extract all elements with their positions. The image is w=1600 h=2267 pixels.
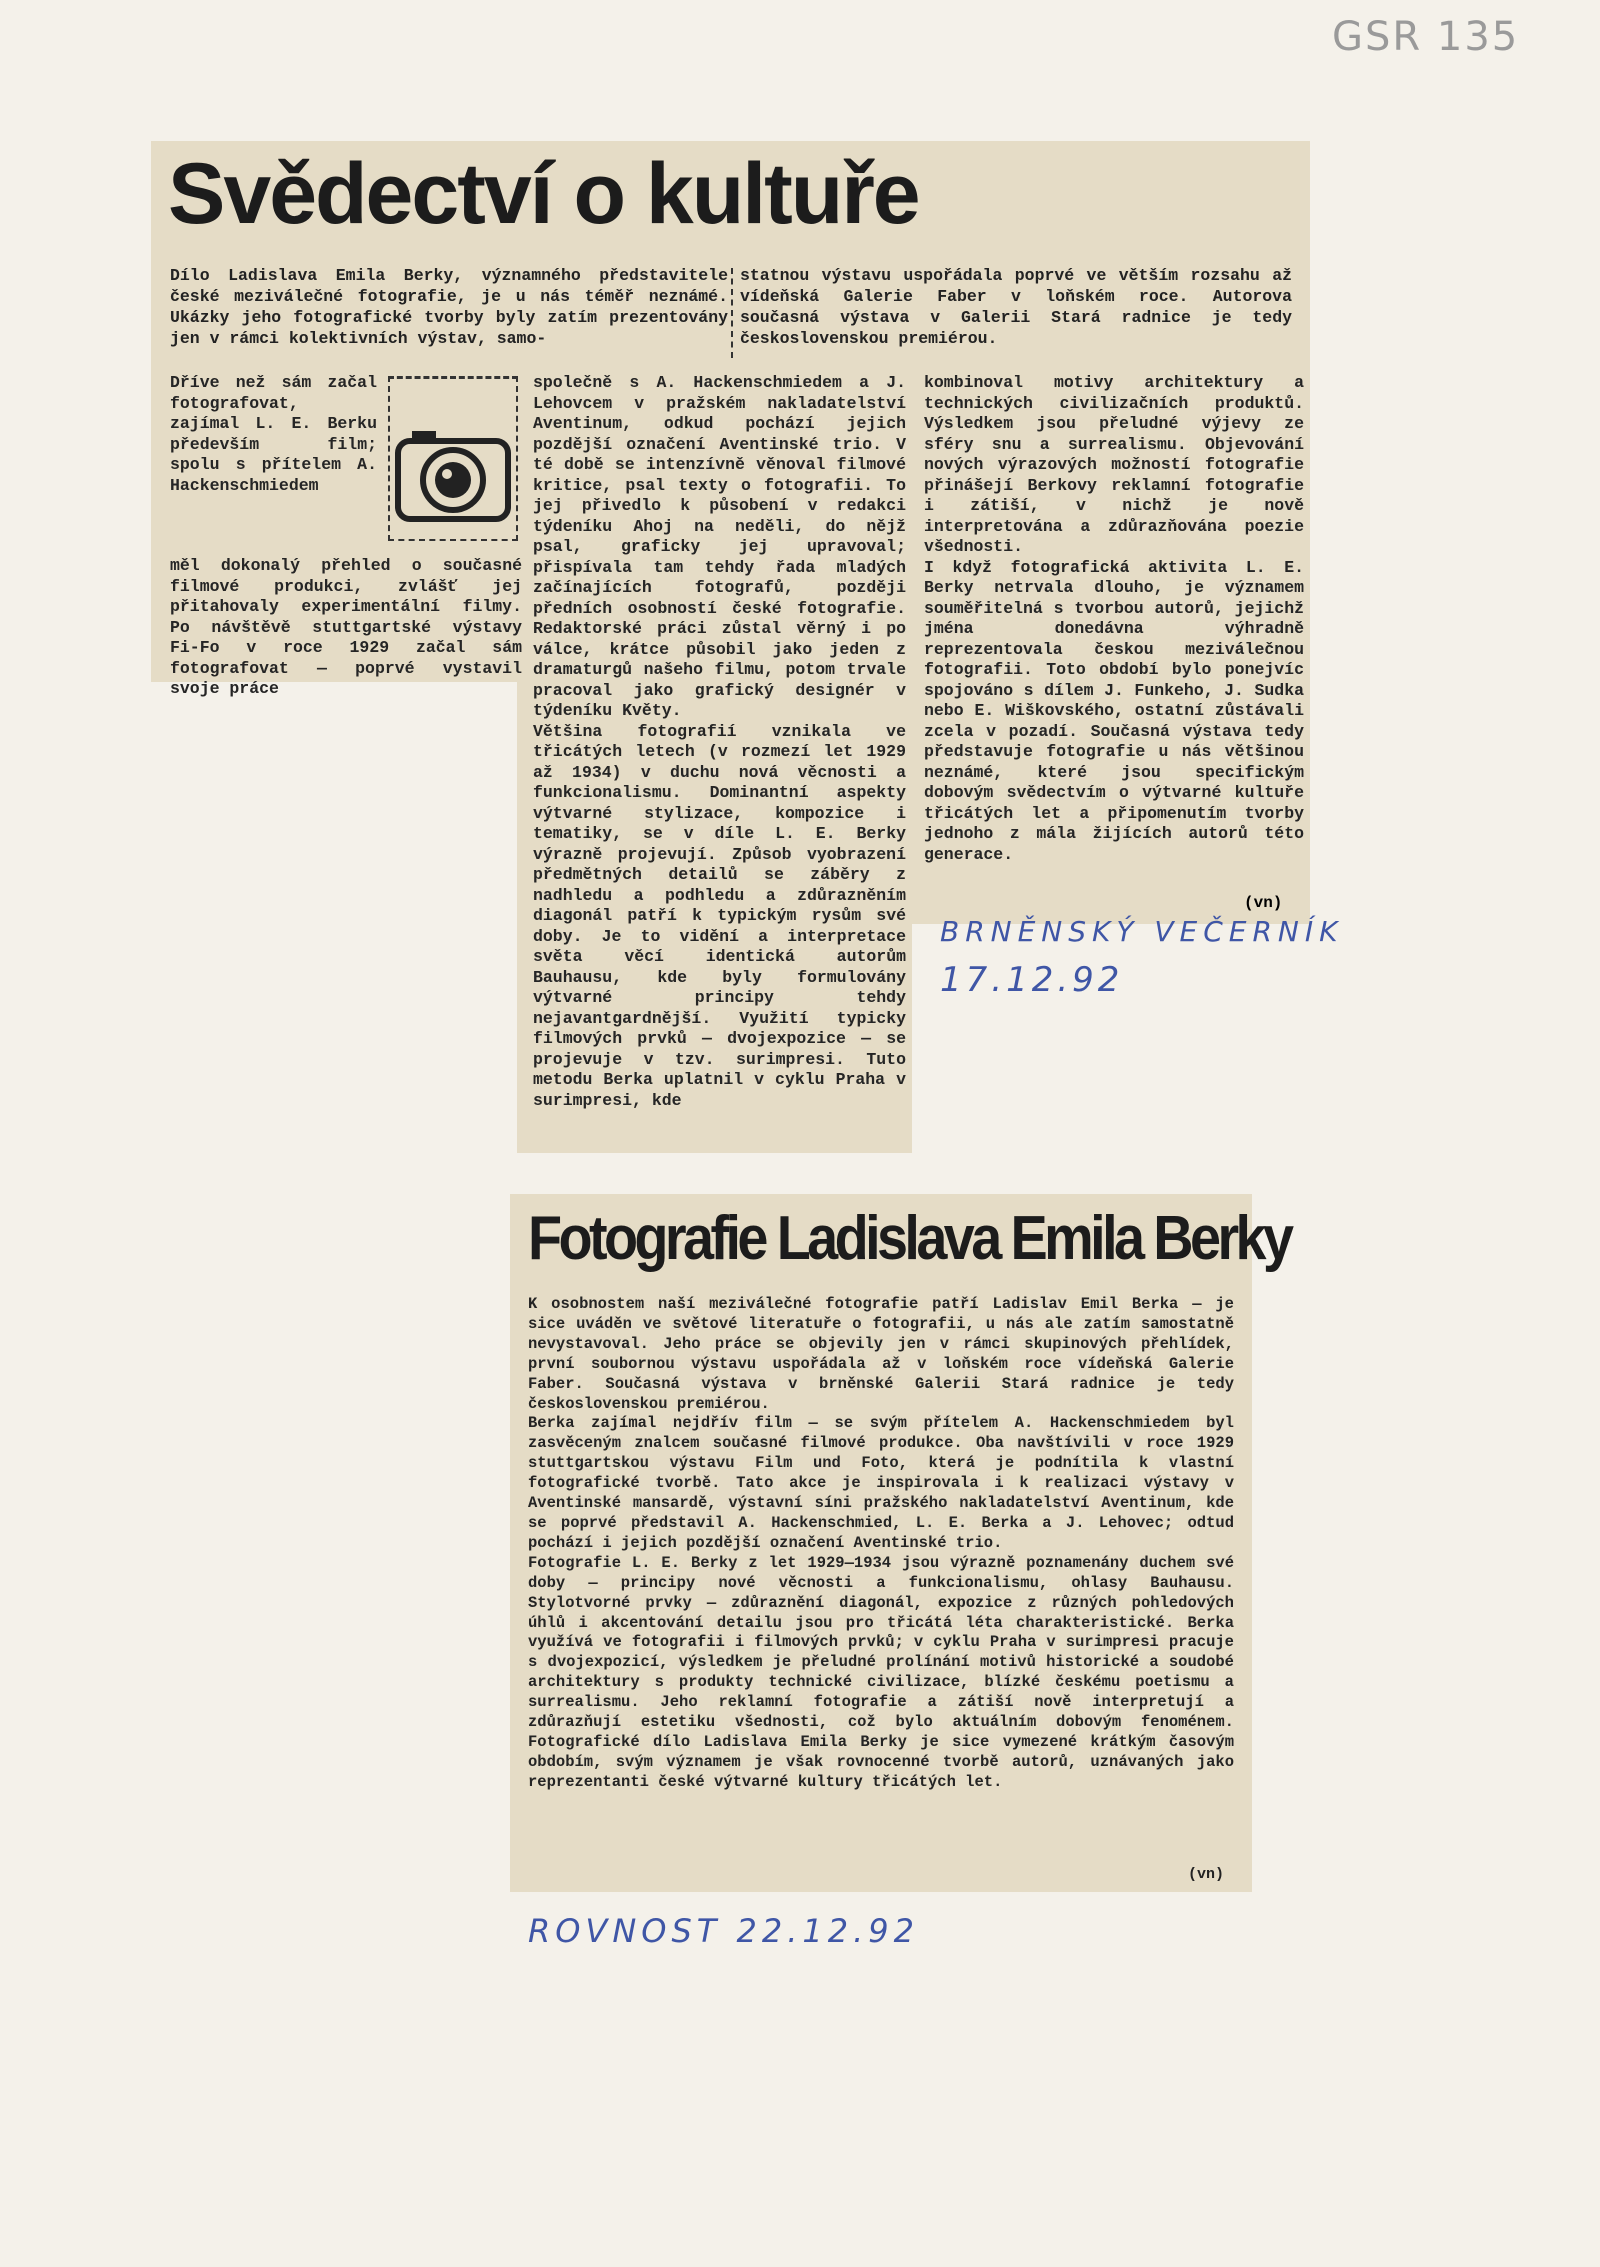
handwritten-date-1: 17.12.92 xyxy=(940,960,1124,1000)
lead-divider xyxy=(731,268,735,358)
article-1-signature: (vn) xyxy=(1244,894,1283,912)
article-1-column-a-top: Dříve než sám začal fotografovat, zajímal L. E. Berku především film; spolu s přítelem A. Hackenschmiedem xyxy=(170,373,377,495)
article-2-signature: (vn) xyxy=(1188,1866,1225,1883)
article-2-headline: Fotografie Ladislava Emila Berky xyxy=(528,1204,1291,1273)
article-1-headline: Svědectví o kultuře xyxy=(168,146,919,242)
handwritten-source-2: ROVNOST 22.12.92 xyxy=(528,1912,919,1950)
article-1-lead-right: statnou výstavu uspořádala poprvé ve větším rozsahu až vídeňská Galerie Faber v loňském roce. Autorova současná výstava v Galerii Stará radnice je tedy československou premiérou. xyxy=(740,266,1292,348)
handwritten-source-1: BRNĚNSKÝ VEČERNÍK xyxy=(940,915,1344,948)
camera-illustration-frame xyxy=(388,376,518,541)
article-1-column-c: kombinoval motivy architektury a technických civilizačních produktů. Výsledkem jsou přeludné výjevy ze sféry snu a surrealismu. Objevování nových výrazových možností fotografie přinášejí Berkovy reklamní fotografie i zátiší, v nichž je nově interpretována a zdůrazňována poezie všednosti. I když fotografická aktivita L. E. Berky netrvala dlouho, je významem souměřitelná s tvorbou autorů, jejichž jména donedávna výhradně reprezentovala českou meziválečnou fotografii. Toto období bylo ponejvíc spojováno s dílem J. Funkeho, J. Sudka nebo E. Wiškovského, ostatní zůstávali zcela v pozadí. Současná výstava tedy představuje fotografie u nás většinou neznámé, které jsou specifickým dobovým svědectvím o výtvarné kultuře třicátých let a připomenutím tvorby jednoho z mála žijících autorů této generace. xyxy=(924,373,1304,864)
article-1-lead-left: Dílo Ladislava Emila Berky, významného představitele české meziválečné fotografie, je u nás téměř neznámé. Ukázky jeho fotografické tvorby byly zatím prezentovány jen v rámci kolektivních výstav, samo- xyxy=(170,266,728,348)
article-1-column-a-bottom: měl dokonalý přehled o současné filmové produkci, zvlášť jej přitahovaly experimentální filmy. Po návštěvě stuttgartské výstavy Fi-Fo v roce 1929 začal sám fotografovat — poprvé vystavil svoje práce xyxy=(170,556,522,698)
archive-reference: GSR 135 xyxy=(1332,14,1520,60)
camera-icon xyxy=(390,379,516,539)
article-1-column-b: společně s A. Hackenschmiedem a J. Lehovcem v pražském nakladatelství Aventinum, odkud pochází jejich pozdější označení Aventinské trio. V té době se intenzívně věnoval filmové kritice, psal texty o fotografii. To jej přivedlo k působení v redakci týdeníku Ahoj na neděli, do nějž psal, graficky jej upravoval; přispívala tam tehdy řada mladých začínajících fotografů, později předních osobností české fotografie. Redaktorské práci zůstal věrný i po válce, krátce působil jako jeden z dramaturgů našeho filmu, potom trvale pracoval jako grafický designér v týdeníku Květy. Většina fotografií vznikala ve třicátých letech (v rozmezí let 1929 až 1934) v duchu nová věcnosti a funkcionalismu. Dominantní aspekty výtvarné stylizace, kompozice i tematiky, se v díle L. E. Berky výrazně projevují. Způsob vyobrazení předmětných detailů se záběry z nadhledu a podhledu a zdůrazněním diagonál patří k typickým rysům své doby. Je to vidění a interpretace světa věcí identická autorům Bauhausu, kde byly formulovány výtvarné principy tehdy nejavantgardnější. Využití typicky filmových prvků — dvojexpozice — se projevuje v tzv. surimpresi. Tuto metodu Berka uplatnil v cyklu Praha v surimpresi, kde xyxy=(533,373,906,1110)
article-2-body: K osobnostem naší meziválečné fotografie patří Ladislav Emil Berka — je sice uváděn ve světové literatuře o fotografii, u nás ale zatím samostatně nevystavoval. Jeho práce se objevily jen v rámci skupinových přehlídek, první soubornou výstavu uspořádala až v loňském roce vídeňská Galerie Faber. Současná výstava v brněnské Galerii Stará radnice je tedy československou premiérou. Berka zajímal nejdřív film — se svým přítelem A. Hackenschmiedem byl zasvěceným znalcem současné filmové produkce. Oba navštívili v roce 1929 stuttgartskou výstavu Film und Foto, která je podnítila k vlastní fotografické tvorbě. Tato akce je inspirovala i k realizaci výstavy v Aventinské mansardě, výstavní síni pražského nakladatelství Aventinum, kde se poprvé představil A. Hackenschmied, L. E. Berka a J. Lehovec; odtud pochází i jejich pozdější označení Aventinské trio. Fotografie L. E. Berky z let 1929—1934 jsou výrazně poznamenány duchem své doby — principy nové věcnosti a funkcionalismu, ohlasy Bauhausu. Stylotvorné prvky — zdůraznění diagonál, expozice z různých pohledových úhlů i akcentování detailu jsou pro třicátá léta charakteristické. Berka využívá ve fotografii i filmových prvků; v cyklu Praha v surimpresi pracuje s dvojexpozicí, výsledkem je přeludné prolínání motivů historické a soudobé architektury s produkty technické civilizace, blízké českému poetismu a surrealismu. Jeho reklamní fotografie a zátiší nově interpretují a zdůrazňují estetiku všednosti, což bylo aktuálním dobovým fenoménem. Fotografické dílo Ladislava Emila Berky je sice vymezené krátkým časovým obdobím, svým významem je však rovnocenné tvorbě autorů, uznávaných jako reprezentanti české výtvarné kultury třicátých let. xyxy=(528,1295,1234,1791)
